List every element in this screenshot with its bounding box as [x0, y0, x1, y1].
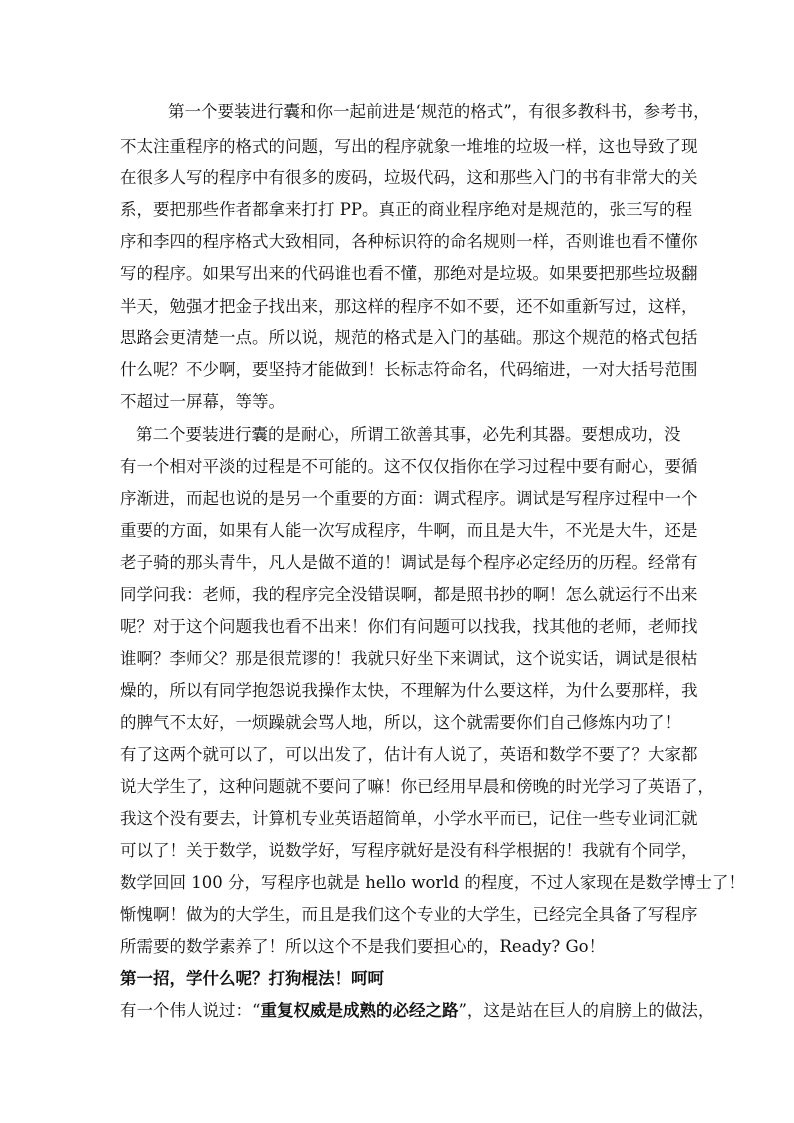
paragraph2-line-3: 序渐进，而起也说的是另一个重要的方面：调式程序。调试是写程序过程中一个 [120, 489, 698, 508]
paragraph4-tail: ”，这是站在巨人的肩膀上的做法， [458, 1001, 715, 1020]
paragraph2-line-7: 呢？对于这个问题我也看不出来！你们有问题可以找我，找其他的老师，老师找 [120, 617, 698, 636]
paragraph2-line-10: 的脾气不太好，一烦躁就会骂人地，所以，这个就需要你们自己修炼内功了！ [120, 713, 681, 732]
section-heading: 第一招，学什么呢？打狗棍法！呵呵 [120, 969, 384, 988]
paragraph1-line-10: 不超过一屏幕，等等。 [120, 392, 285, 411]
paragraph4-line-1 [120, 996, 715, 1026]
paragraph3-line-7: 所需要的数学素养了！所以这个不是我们要担心的，Ready? Go！ [120, 937, 606, 956]
paragraph4-lead: 有一个伟人说过：“ [120, 1001, 261, 1020]
paragraph3-line-3: 我这个没有要去，计算机专业英语超简单，小学水平而已，记住一些专业词汇就 [120, 809, 698, 828]
paragraph1-line-1: 第一个要装进行囊和你一起前进是‘规范的格式”，有很多教科书，参考书， [168, 102, 710, 121]
paragraph1-line-7: 半天，勉强才把金子找出来，那这样的程序不如不要，还不如重新写过，这样， [120, 297, 698, 316]
paragraph2-line-2: 有一个相对平淡的过程是不可能的。这不仅仅指你在学习过程中要有耐心，要循 [120, 457, 698, 476]
paragraph1-line-5: 序和李四的程序格式大致相同，各种标识符的命名规则一样，否则谁也看不懂你 [120, 232, 698, 251]
paragraph3-line-2: 说大学生了，这种问题就不要问了嘛！你已经用早晨和傍晚的时光学习了英语了， [120, 777, 714, 796]
paragraph1-line-3: 在很多人写的程序中有很多的废码，垃圾代码，这和那些入门的书有非常大的关 [120, 168, 698, 187]
paragraph2-line-1: 第二个要装进行囊的是耐心，所谓工欲善其事，必先利其器。要想成功，没 [136, 425, 681, 444]
paragraph4-quote: 重复权威是成熟的必经之路 [260, 1001, 459, 1020]
paragraph3-line-6: 惭愧啊！做为的大学生，而且是我们这个专业的大学生，已经完全具备了写程序 [120, 905, 698, 924]
paragraph1-line-6: 写的程序。如果写出来的代码谁也看不懂，那绝对是垃圾。如果要把那些垃圾翻 [120, 264, 698, 283]
paragraph2-line-4: 重要的方面，如果有人能一次写成程序，牛啊，而且是大牛，不光是大牛，还是 [120, 521, 698, 540]
paragraph3-line-5: 数学回回 100 分，写程序也就是 hello world 的程度，不过人家现在是数学博士了！ [120, 873, 745, 892]
paragraph1-line-8: 思路会更清楚一点。所以说，规范的格式是入门的基础。那这个规范的格式包括 [120, 328, 698, 347]
paragraph3-line-1: 有了这两个就可以了，可以出发了，估计有人说了，英语和数学不要了？大家都 [120, 745, 698, 764]
paragraph1-line-4: 系，要把那些作者都拿来打打 PP。真正的商业程序绝对是规范的，张三写的程 [120, 200, 692, 219]
paragraph2-line-8: 谁啊？李师父？那是很荒谬的！我就只好坐下来调试，这个说实话，调试是很枯 [120, 649, 698, 668]
paragraph3-line-4: 可以了！关于数学，说数学好，写程序就好是没有科学根据的！我就有个同学， [120, 841, 698, 860]
paragraph2-line-6: 同学问我：老师，我的程序完全没错误啊，都是照书抄的啊！怎么就运行不出来 [120, 585, 698, 604]
paragraph2-line-5: 老子骑的那头青牛，凡人是做不道的！调试是每个程序必定经历的历程。经常有 [120, 553, 698, 572]
paragraph1-line-2: 不太注重程序的格式的问题，写出的程序就象一堆堆的垃圾一样，这也导致了现 [120, 137, 698, 156]
paragraph2-line-9: 燥的，所以有同学抱怨说我操作太快，不理解为什么要这样，为什么要那样，我 [120, 681, 698, 700]
paragraph1-line-9: 什么呢？不少啊，要坚持才能做到！长标志符命名，代码缩进，一对大括号范围 [120, 360, 698, 379]
